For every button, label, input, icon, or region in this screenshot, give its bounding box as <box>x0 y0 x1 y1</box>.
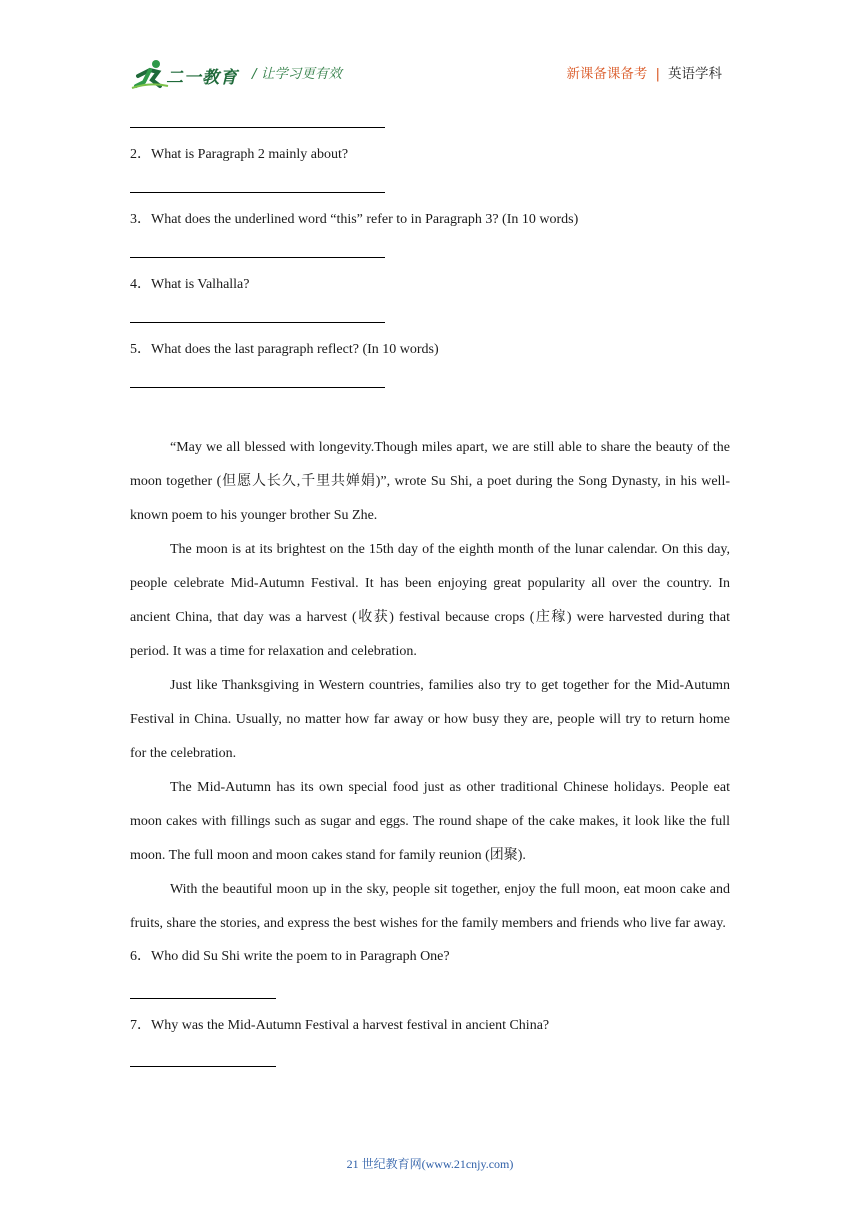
answer-line <box>130 127 385 128</box>
logo <box>130 58 240 90</box>
logo-text: 二一教育 <box>166 68 238 88</box>
header-separator: | <box>655 66 660 82</box>
passage-paragraph: The Mid-Autumn has its own special food just as other traditional Chinese holidays. People eat moon cakes with fillings such as sugar and eggs. The round shape of the cake makes, it look like the full moon. The full moon and moon cakes stand for family reunion (团聚). <box>130 780 730 863</box>
answer-line <box>130 257 385 258</box>
page-footer: 21 世纪教育网(www.21cnjy.com) <box>346 1157 514 1171</box>
question-6: 6．Who did Su Shi write the poem to in Paragraph One? <box>130 949 450 964</box>
page-header <box>0 0 860 100</box>
question-4: 4．What is Valhalla? <box>130 277 250 292</box>
passage-paragraph: With the beautiful moon up in the sky, people sit together, enjoy the full moon, eat moon cake and fruits, share the stories, and express the best wishes for the family members and friends who live far away. <box>130 882 730 931</box>
passage-paragraph: The moon is at its brightest on the 15th day of the eighth month of the lunar calendar. On this day, people celebrate Mid-Autumn Festival. It has been enjoying great popularity all over the country. In ancient China, that day was a harvest (收获) festival because crops (庄稼) were harvested during that period. It was a time for relaxation and celebration. <box>130 542 730 659</box>
passage-paragraph: Just like Thanksgiving in Western countries, families also try to get together for the Mid-Autumn Festival in China. Usually, no matter how far away or how busy they are, people will try to return home for the celebration. <box>130 678 730 761</box>
header-subject: 英语学科 <box>668 66 722 82</box>
answer-line <box>130 322 385 323</box>
answer-line <box>130 387 385 388</box>
passage-paragraph: “May we all blessed with longevity.Though miles apart, we are still able to share the beauty of the moon together (但愿人长久,千里共婵娟)”, wrote Su Shi, a poet during the Song Dynasty, in his well-known poem to his younger brother Su Zhe. <box>130 440 730 523</box>
slogan: / 让学习更有效 <box>252 66 342 82</box>
question-2: 2．What is Paragraph 2 mainly about? <box>130 147 349 162</box>
header-right <box>566 62 722 82</box>
question-5: 5．What does the last paragraph reflect? (In 10 words) <box>130 342 439 357</box>
question-3: 3．What does the underlined word “this” refer to in Paragraph 3? (In 10 words) <box>130 212 579 227</box>
answer-line <box>130 1066 276 1067</box>
answer-line <box>130 998 276 999</box>
answer-line <box>130 192 385 193</box>
page-content <box>130 110 730 1067</box>
question-7: 7．Why was the Mid-Autumn Festival a harvest festival in ancient China? <box>130 1018 550 1033</box>
reading-passage <box>130 431 730 941</box>
running-man-icon <box>130 58 170 90</box>
header-course-title: 新课备课备考 <box>566 66 648 82</box>
